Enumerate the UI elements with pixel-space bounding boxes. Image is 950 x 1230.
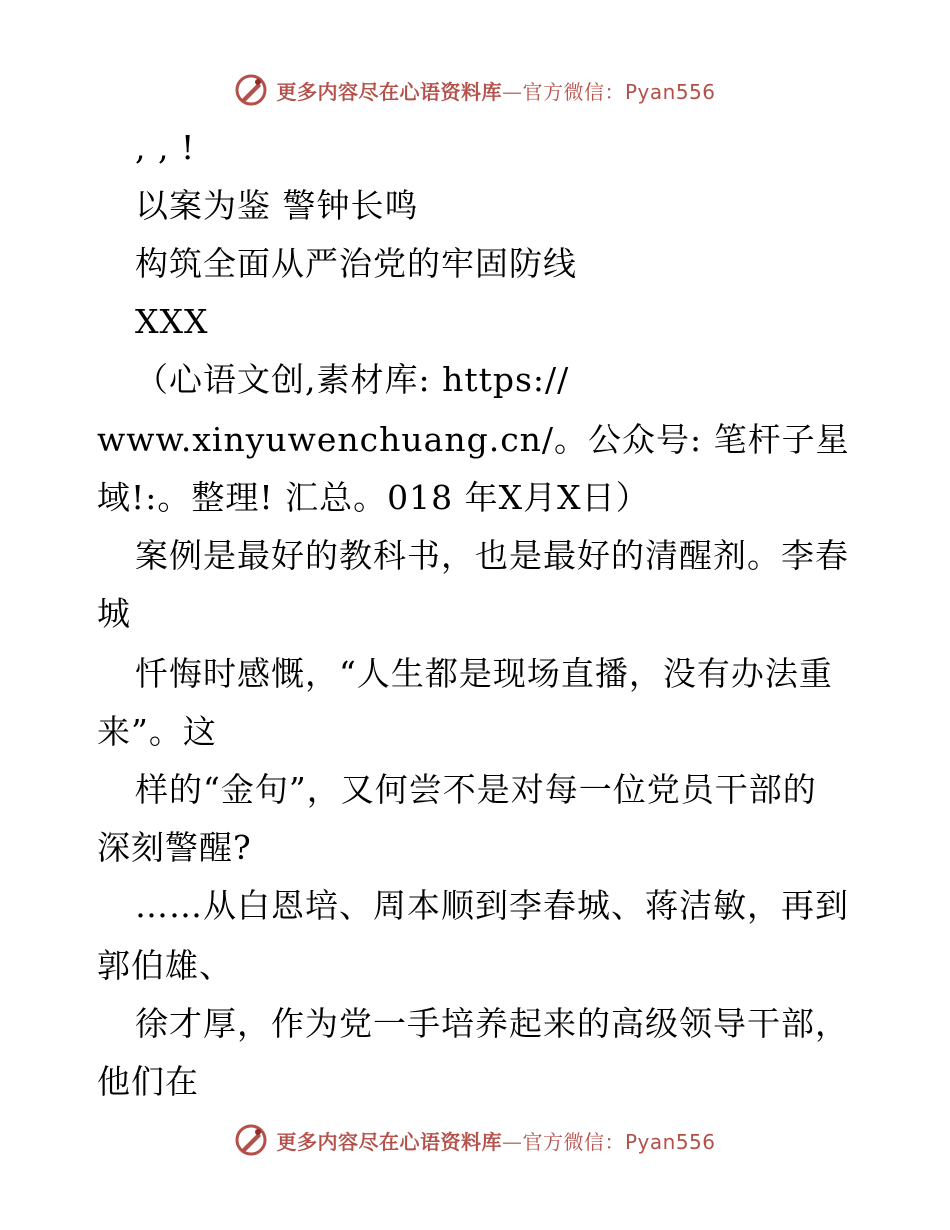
source-note-line-3: 域!:。整理! 汇总。018 年X月X日） bbox=[97, 478, 650, 517]
paragraph-line: 他们在 bbox=[97, 1062, 199, 1101]
source-note-line-1: （心语文创,素材库: https:// bbox=[135, 360, 570, 399]
document-title-line-2: 构筑全面从严治党的牢固防线 bbox=[135, 244, 577, 283]
paragraph-line: 郭伯雄、 bbox=[97, 946, 233, 985]
paragraph-line: 样的“金句”，又何尝不是对每一位党员干部的 bbox=[135, 770, 817, 809]
paragraph-line: 深刻警醒? bbox=[97, 828, 252, 867]
paragraph-line: 忏悔时感慨，“人生都是现场直播，没有办法重 bbox=[135, 654, 833, 693]
paragraph-line: 徐才厚，作为党一手培养起来的高级领导干部， bbox=[135, 1004, 849, 1043]
paragraph-line: 来”。这 bbox=[97, 712, 217, 751]
paragraph-line: ……从白恩培、周本顺到李春城、蒋洁敏，再到 bbox=[135, 886, 849, 925]
watermark-text: 更多内容尽在心语资料库—官方微信：Pyan556 bbox=[276, 1129, 716, 1154]
punctuation-line: , , ! bbox=[135, 128, 196, 167]
source-note-line-2: www.xinyuwenchuang.cn/。公众号: 笔杆子星 bbox=[97, 420, 850, 459]
watermark-text: 更多内容尽在心语资料库—官方微信：Pyan556 bbox=[276, 79, 716, 104]
document-title-line-1: 以案为鉴 警钟长鸣 bbox=[135, 186, 419, 225]
footer-watermark bbox=[0, 1120, 950, 1160]
author-line: XXX bbox=[135, 302, 209, 341]
paragraph-line: 案例是最好的教科书，也是最好的清醒剂。李春 bbox=[135, 536, 849, 575]
paragraph-line: 城 bbox=[97, 594, 131, 633]
pen-logo-icon bbox=[234, 1123, 268, 1157]
